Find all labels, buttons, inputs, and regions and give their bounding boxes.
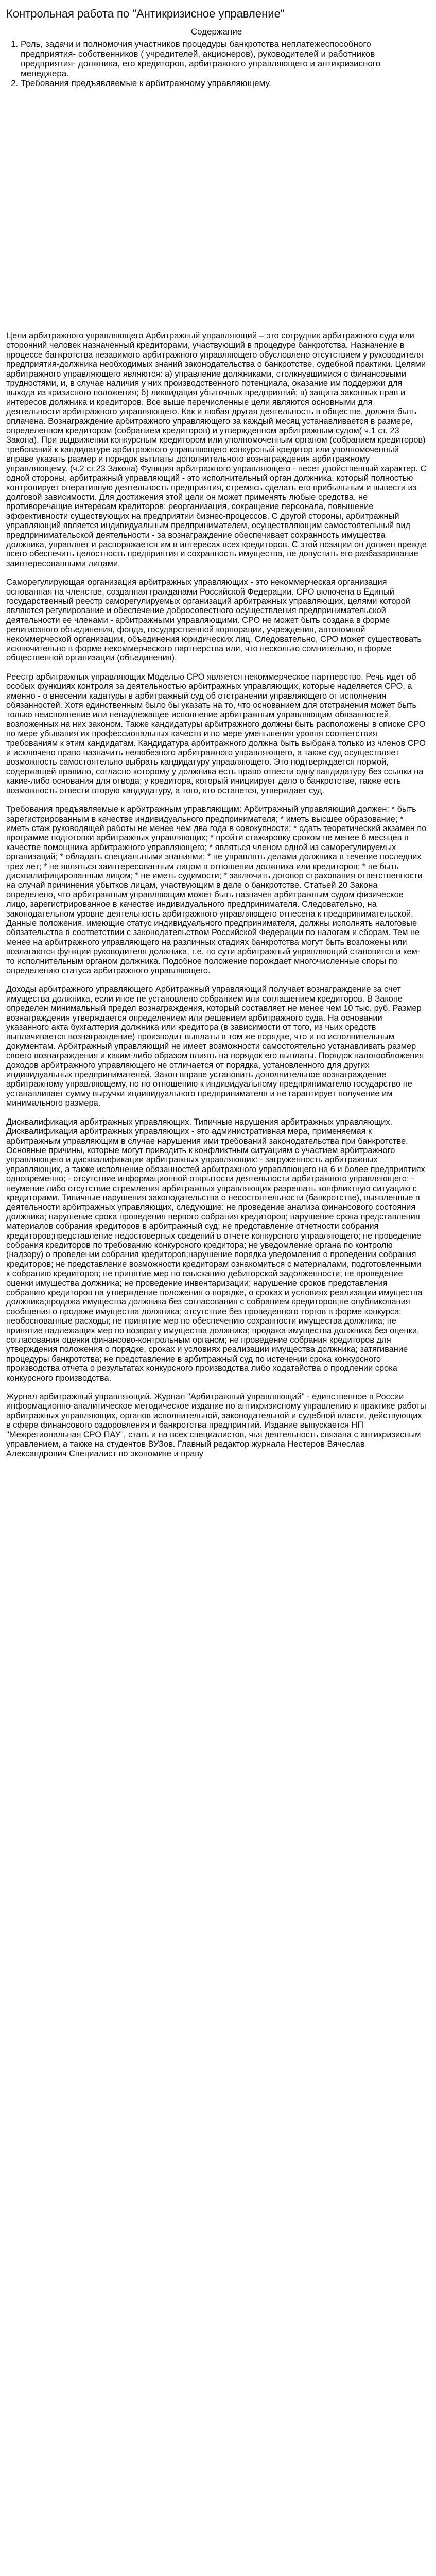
table-of-contents [6, 39, 427, 88]
toc-item: 1. Роль, задачи и полномочия участников процедуры банкротства неплатежеспособного предприятия- собственников ( учредителей, акционеров), руководителей и работников предприятия- должника, его кредиторов, арбитражного управляющего и антикризисного менеджера. [21, 39, 427, 78]
toc-heading: Содержание [190, 27, 242, 37]
document-body [6, 331, 427, 1459]
paragraph-arbitration-manager-goals: Цели арбитражного управляющего Арбитражный управляющий – это сотрудник арбитражного суда или сторонний человек назначенный кредиторами, участвующий в процедуре банкротства. Назначение в процессе банкротства незавимого арбитражного управляющего обусловлено отсутствием у руководителя предприятия-должника необходимых знаний законодательства о банкротстве, судебной практики. Целями арбитражного управляющего являются: а) управление должниками, столкнувшимися с финансовыми трудностями, и, в случае наличия у них производственного потенциала, оказание им поддержки для выхода из кризисного положения; б) ликвидация убыточных предприятий; в) защита законных прав и интересов должника и кредиторов. Все выше перечисленные цели являются основными для деятельности арбитражного управляющего. Как и любая другая деятельность в обществе, должна быть оплачена. Вознаграждение арбитражного управляющего за каждый месяц устанавливается в размере, определенном кредитором (собранием кредиторов) и утвержденном арбитражным судом( ч.1 ст. 23 Закона). При выдвижении конкурсным кредитором или уполномоченным органом (собранием кредиторов) требований к кандидатуре арбитражного управляющего конкурсный кредитор или уполномоченный вправе указать размер и порядок выплаты дополнительного вознаграждения арбитражному управляющему. (ч.2 ст.23 Закона) Функция арбитражного управляющего - несет двойственный характер. С одной стороны, арбитражный управляющий - это исполнительный орган должника, который полностью контролирует оперативную деятельность предприятия, стремясь сделать его прибыльным и вывести из долговой зависимости. Для достижения этой цели он может применять любые средства, не противоречащие интересам кредиторов: реорганизация, сокращение персонала, повышение эффективности существующих на предприятии бизнес-процессов. С другой стороны, арбитражный управляющий является индивидуальным предпринимателем, осуществляющим самостоятельный вид предпринимательской деятельности - за вознаграждение обеспечивает сохранность имущества должника, управляет и распоряжается им в интересах всех кредиторов. С этой позиции он должен прежде всего обеспечить целостность предприятия и сохранность имущества, не допустить его разбазаривание заинтересованными лицами. [6, 331, 427, 568]
document-title: Контрольная работа по "Антикризисное управление" [6, 7, 285, 20]
paragraph-income: Доходы арбитражного управляющего Арбитражный управляющий получает вознаграждение за счет имущества должника, если иное не установлено собранием или соглашением кредиторов. В Законе определен минимальный предел вознаграждения, который составляет не менее чем 10 тыс. руб. Размер вознаграждения утверждается определением или решением арбитражного суда. На основании указанного акта бухгалтерия должника или кредитора (в зависимости от того, из чьих средств выплачивается вознаграждение) производит выплаты в том же порядке, что и по исполнительным документам. Арбитражный управляющий не имеет возможности самостоятельно устанавливать размер своего вознаграждения и каким-либо образом влиять на порядок его выплаты. Порядок налогообложения доходов арбитражного управляющего не отличается от порядка, установленного для других индивидуальных предпринимателей. Закон вправе установить дополнительное вознаграждение арбитражному управляющему, но по отношению к индивидуальному предпринимателю государство не устанавливает сумму выручки индивидуального предпринимателя и не гарантирует получение им минимального размера. [6, 985, 424, 1108]
paragraph-self-regulatory-organization: Саморегулирующая организация арбитражных управляющих - это некоммерческая организация основанная на членстве, созданная гражданами Российской Федерации. СРО включена в Единый государственный реестр саморегулируемых организаций арбитражных управляющих, целями которой являются регулирование и обеспечение добросовестного осуществления предпринимательской деятельности ее членами - арбитражными управляющими. СРО не может быть создана в форме религиозного объединения, фонда, государственной корпорации, учреждения, автономной некоммерческой организации, объединения юридических лиц. Следовательно, СРО может существовать исключительно в форме некоммерческого партнерства или, что несколько сомнительно, в форме общественной организации (объединения). [6, 578, 422, 663]
toc-item: 2. Требования предъявляемые к арбитражному управляющему. [21, 78, 427, 88]
paragraph-managers-registry: Реестр арбитражных управляющих Моделью СРО является некоммерческое партнерство. Речь идет об особых функциях контроля за деятельностью арбитражных управляющих, которые наделяется СРО, а именно - о внесении кадатуры в арбитражный суд об отстранении управляющего от исполнения обязанностей. Хотя единственным было бы указать на то, что основанием для отстранения может быть только неисполнение или ненадлежащее исполнение арбитражным управляющим обязанностей, возложенных на них законом. Также кандидатуры арбитражного должны быть расположены в списке СРО по мере убывания их профессиональных качеств и по мере уменьшения уровня соответствия требованиям к этим кандидатам. Кандидатура арбитражного должна быть выбрана только из членов СРО и исключено право назначить нелюбезного арбитражного управляющего, а также суд осуществляет возможность самостоятельно выбрать кандидатуру управляющего. Это подтверждается нормой, содержащей правило, согласно которому у должника есть право отвести одну кандидатуру без ссылки на какие-либо основания для отвода; у кредитора, который инициирует дело о банкротстве, также есть возможность отвести вторую кандидатуру, а того, кто останется, утверждает суд. [6, 672, 426, 795]
paragraph-requirements: Требования предъявляемые к арбитражным управляющим: Арбитражный управляющий должен: * быть зарегистрированным в качестве индивидуального предпринимателя; * иметь высшее образование; * иметь стаж руководящей работы не менее чем два года в совокупности; * сдать теоретический экзамен по программе подготовки арбитражных управляющих; * пройти стажировку сроком не менее 6 месяцев в качестве помощника арбитражного управляющего; * являться членом одной из саморегулируемых организаций; * обладать специальными знаниями; * не управлять делами должника в течение последних трех лет; * не являться заинтересованным лицом в отношении должника или кредиторов; * не быть дисквалифицированным лицом; * не иметь судимости; * заключить договор страхования ответственности на случай причинения убытков лицам, участвующим в деле о банкротстве. Статьей 20 Закона определено, что арбитражным управляющим может быть назначен арбитражным судом физическое лицо, зарегистрированное в качестве индивидуального предпринимателя. Следовательно, на законодательном уровне деятельность арбитражного управляющего отнесена к предпринимательской. Данные положения, имеющие статус индивидуального предпринимателя, должны исполнять налоговые обязательства в соответствии с законодательством Российской Федерации по налогам и сборам. Тем не менее на арбитражного управляющего на различных стадиях банкротства могут быть возложены или возлагаются функции руководителя должника, т.е. по сути арбитражный управляющий становится и кем-то исполнительным органом должника. Подобное положение порождает многочисленные споры по определению статуса арбитражного управляющего. [6, 805, 427, 975]
paragraph-disqualification: Дисквалификация арбитражных управляющих. Типичные нарушения арбитражных управляющих. Дисквалификация арбитражных управляющих - это административная мера, применяемая к арбитражным управляющим в случае нарушения ими требований законодательства при банкротстве. Основные причины, которые могут приводить к конфликтным ситуациям с участием арбитражного управляющего и дисквалификации арбитражных управляющих: - загруженность арбитражных управляющих, а также исполнение обязанностей арбитражного управляющего на 6 и более предприятиях одновременно; - отсутствие информационной открытости деятельности арбитражного управляющего; - неумение либо отсутствие стремления арбитражных управляющих разрешать конфликтную ситуацию с кредиторами. Типичные нарушения законодательства о несостоятельности (банкротстве), выявленные в деятельности арбитражных управляющих, следующие: не проведение анализа финансового состояния должника; нарушение срока проведения первого собрания кредиторов; нарушение срока представления материалов собрания кредиторов в арбитражный суд; не представление отчетности собрания кредиторов;представление недостоверных сведений в отчете конкурсного управляющего; не проведение собрания кредиторов по требованию конкурсного кредитора; не уведомление органа по контролю (надзору) о проведении собрания кредиторов;нарушение порядка уведомления о проведении собрания кредиторов; не представление возможности кредиторам ознакомиться с материалами, подготовленными к собранию кредиторов; не принятие мер по взысканию дебиторской задолженности; не проведение оценки имущества должника; не проведение инвентаризации; нарушение сроков представления собранию кредиторов на утверждение положения о порядке, о сроках и условиях реализации имущества должника;продажа имущества должника без согласования с собранием кредиторов;не опубликования сообщения о продаже имущества должника; отсутствие без проведенного торгов в форме конкурса; необоснованные расходы; не принятие мер по обеспечению сохранности имущества должника; не принятие надлежащих мер по возврату имущества должника; продажа имущества должника без оценки, согласования оценки финансово-контрольным органом; не проведение собрания кредиторов для утверждения положения о порядке, сроках и условиях реализации имущества должника; затягивание процедуры банкротства; не представление в арбитражный суд по истечении срока конкурсного производства отчета о результатах конкурсного производства либо ходатайства о продлении срока конкурсного производства. [6, 1117, 425, 1383]
blank-space [6, 88, 427, 331]
paragraph-journal: Журнал арбитражный управляющий. Журнал "Арбитражный управляющий" - единственное в России информационно-аналитическое методическое издание по антикризисному управлению и практике работы арбитражных управляющих, органов исполнительной, законодательной и судебной власти, действующих в сфере финансового оздоровления и банкротства предприятий. Издание выпускается НП "Межрегиональная СРО ПАУ", стать и на всех специалистов, чья деятельность связана с антикризисным управлением, а также на студентов ВУЗов. Главный редактор журнала Нестеров Вячеслав Александрович Специалист по экономике и праву [6, 1392, 426, 1459]
